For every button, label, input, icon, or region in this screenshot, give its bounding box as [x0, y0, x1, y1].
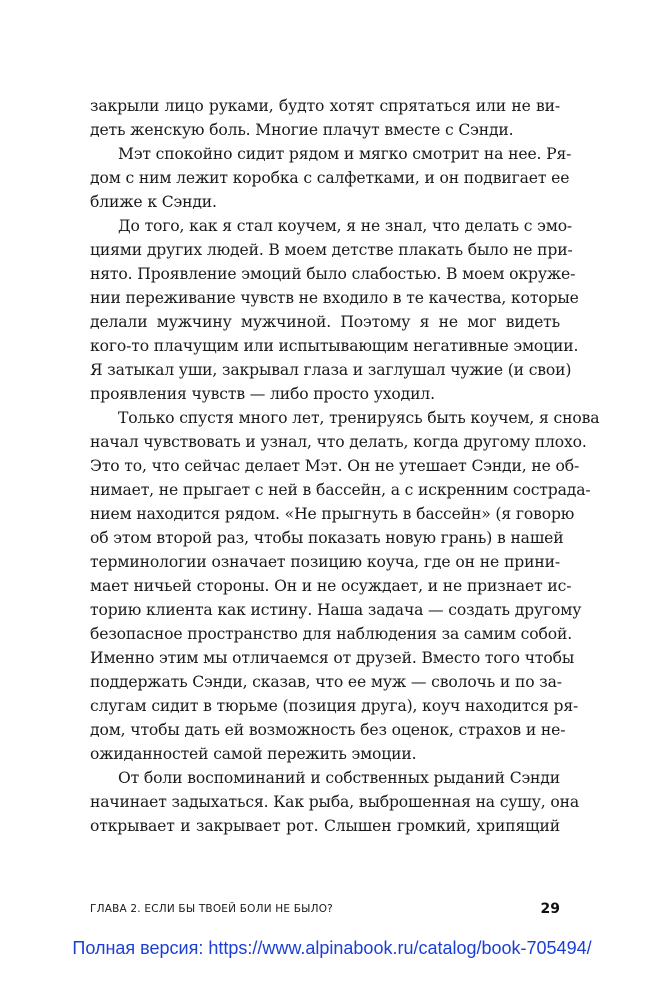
- text-line: безопасное пространство для наблюдения за самим собой.: [90, 625, 572, 643]
- text-line: нием находится рядом. «Не прыгнуть в бассейн» (я говорю: [90, 505, 575, 523]
- text-line: слугам сидит в тюрьме (позиция друга), коуч находится ря-: [90, 697, 579, 715]
- text-line: нято. Проявление эмоций было слабостью. В моем окруже-: [90, 265, 576, 283]
- full-version-link[interactable]: [0, 938, 664, 959]
- text-line: начинает задыхаться. Как рыба, выброшенная на сушу, она: [90, 793, 579, 811]
- text-line: делали мужчину мужчиной. Поэтому я не мог видеть: [90, 313, 560, 331]
- text-line: открывает и закрывает рот. Слышен громкий, хрипящий: [90, 817, 560, 835]
- text-line: Именно этим мы отличаемся от друзей. Вместо того чтобы: [90, 649, 575, 667]
- text-line: Я затыкал уши, закрывал глаза и заглушал чужие (и свои): [90, 361, 572, 379]
- chapter-title: ГЛАВА 2. ЕСЛИ БЫ ТВОЕЙ БОЛИ НЕ БЫЛО?: [90, 903, 333, 915]
- text-line: терминологии означает позицию коуча, где он не прини-: [90, 553, 560, 571]
- full-version-link-text[interactable]: Полная версия: https://www.alpinabook.ru/catalog/book-705494/: [72, 938, 592, 958]
- text-line: До того, как я стал коучем, я не знал, что делать с эмо-: [118, 217, 573, 235]
- page-number: 29: [540, 901, 560, 917]
- text-line: Это то, что сейчас делает Мэт. Он не утешает Сэнди, не об-: [90, 457, 580, 475]
- running-footer: [90, 899, 560, 919]
- text-line: проявления чувств — либо просто уходил.: [90, 385, 435, 403]
- text-line: об этом второй раз, чтобы показать новую грань) в нашей: [90, 529, 564, 547]
- text-line: Только спустя много лет, тренируясь быть коучем, я снова: [118, 409, 600, 427]
- text-line: торию клиента как истину. Наша задача — создать другому: [90, 601, 582, 619]
- text-line: кого-то плачущим или испытывающим негативные эмоции.: [90, 337, 579, 355]
- page-body: [90, 94, 600, 838]
- text-line: поддержать Сэнди, сказав, что ее муж — сволочь и по за-: [90, 673, 562, 691]
- text-line: ожиданностей самой пережить эмоции.: [90, 745, 417, 763]
- text-line: мает ничьей стороны. Он и не осуждает, и не признает ис-: [90, 577, 572, 595]
- text-line: циями других людей. В моем детстве плакать было не при-: [90, 241, 573, 259]
- text-line: деть женскую боль. Многие плачут вместе с Сэнди.: [90, 121, 514, 139]
- text-line: начал чувствовать и узнал, что делать, когда другому плохо.: [90, 433, 587, 451]
- text-line: нии переживание чувств не входило в те качества, которые: [90, 289, 579, 307]
- text-line: закрыли лицо руками, будто хотят спрятаться или не ви-: [90, 97, 560, 115]
- text-line: ближе к Сэнди.: [90, 193, 217, 211]
- text-line: Мэт спокойно сидит рядом и мягко смотрит на нее. Ря-: [118, 145, 572, 163]
- text-line: нимает, не прыгает с ней в бассейн, а с искренним сострада-: [90, 481, 591, 499]
- text-line: дом, чтобы дать ей возможность без оценок, страхов и не-: [90, 721, 566, 739]
- text-line: дом с ним лежит коробка с салфетками, и он подвигает ее: [90, 169, 570, 187]
- text-line: От боли воспоминаний и собственных рыданий Сэнди: [118, 769, 560, 787]
